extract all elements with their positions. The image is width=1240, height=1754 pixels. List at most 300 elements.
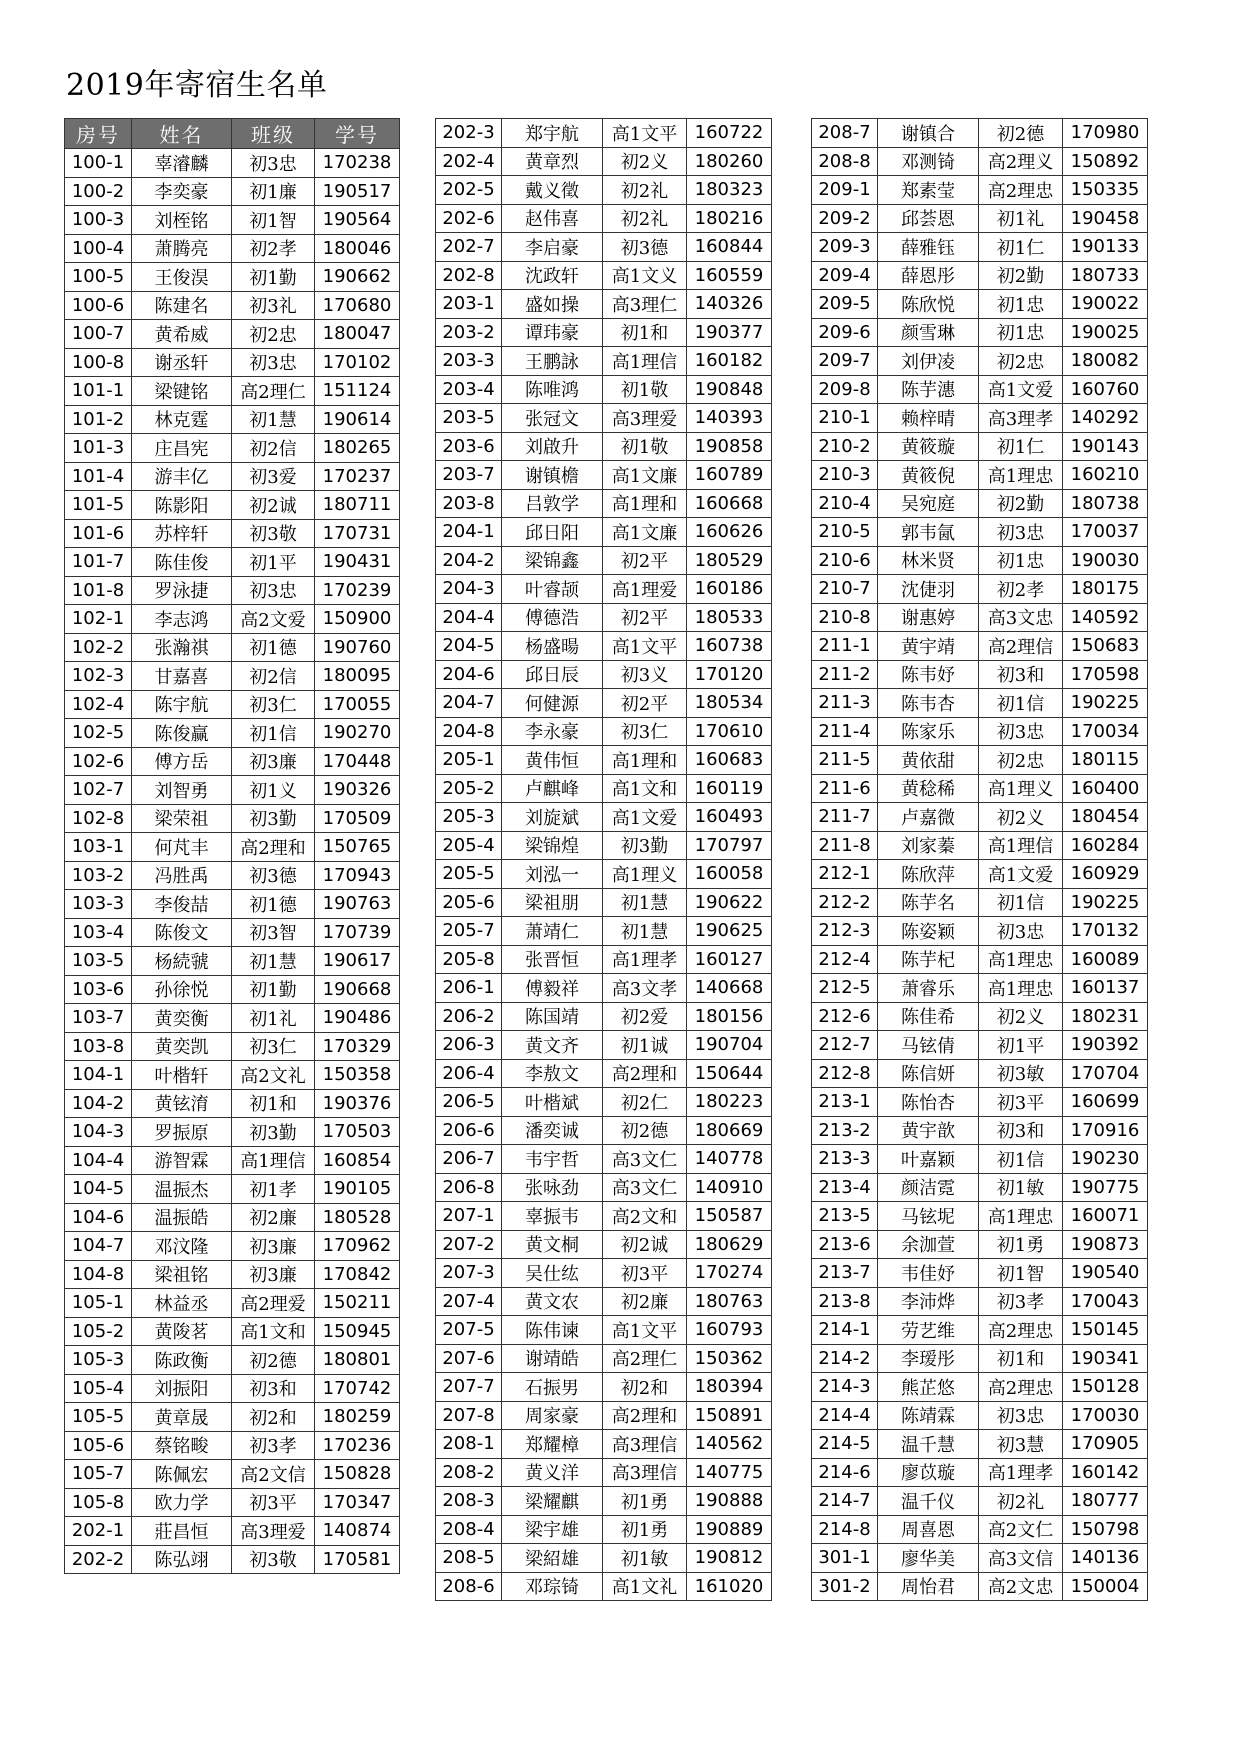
table-row bbox=[65, 1517, 400, 1546]
class-cell: 初1敬 bbox=[603, 375, 687, 404]
class-cell: 初3敏 bbox=[979, 1059, 1063, 1088]
class-cell: 初3孝 bbox=[232, 1431, 315, 1460]
name-cell: 罗泳捷 bbox=[132, 576, 232, 605]
name-cell: 邱日辰 bbox=[502, 660, 603, 689]
room-cell: 208-7 bbox=[812, 119, 878, 148]
name-cell: 陈韦杏 bbox=[878, 689, 979, 718]
class-cell: 高1文义 bbox=[603, 261, 687, 290]
name-cell: 温振皓 bbox=[132, 1203, 232, 1232]
table-row bbox=[65, 1089, 400, 1118]
student-id-cell: 180265 bbox=[315, 434, 400, 463]
student-id-cell: 190812 bbox=[687, 1544, 772, 1573]
class-cell: 高3文信 bbox=[979, 1544, 1063, 1573]
room-cell: 204-8 bbox=[436, 717, 502, 746]
class-cell: 高1理爱 bbox=[603, 575, 687, 604]
room-cell: 214-2 bbox=[812, 1344, 878, 1373]
room-cell: 208-2 bbox=[436, 1458, 502, 1487]
name-cell: 何健源 bbox=[502, 689, 603, 718]
roster-table-left bbox=[64, 118, 400, 1574]
room-cell: 102-7 bbox=[65, 776, 132, 805]
table-row bbox=[812, 1373, 1148, 1402]
table-row bbox=[65, 519, 400, 548]
table-row bbox=[812, 1230, 1148, 1259]
room-cell: 207-5 bbox=[436, 1316, 502, 1345]
room-cell: 102-3 bbox=[65, 662, 132, 691]
room-cell: 211-2 bbox=[812, 660, 878, 689]
class-cell: 初1平 bbox=[232, 548, 315, 577]
room-cell: 209-3 bbox=[812, 233, 878, 262]
table-row bbox=[812, 318, 1148, 347]
class-cell: 高1理忠 bbox=[979, 945, 1063, 974]
room-cell: 207-3 bbox=[436, 1259, 502, 1288]
table-row bbox=[65, 434, 400, 463]
student-id-cell: 160626 bbox=[687, 518, 772, 547]
room-cell: 207-4 bbox=[436, 1287, 502, 1316]
name-cell: 黄筱倪 bbox=[878, 461, 979, 490]
student-id-cell: 160793 bbox=[687, 1316, 772, 1345]
table-row bbox=[812, 1430, 1148, 1459]
room-cell: 210-3 bbox=[812, 461, 878, 490]
class-cell: 初3智 bbox=[232, 918, 315, 947]
class-cell: 高2文礼 bbox=[232, 1061, 315, 1090]
table-row bbox=[812, 489, 1148, 518]
class-cell: 高1文平 bbox=[603, 1316, 687, 1345]
student-id-cell: 150335 bbox=[1063, 176, 1148, 205]
table-row bbox=[812, 717, 1148, 746]
room-cell: 208-3 bbox=[436, 1487, 502, 1516]
student-id-cell: 190858 bbox=[687, 432, 772, 461]
class-cell: 初2廉 bbox=[603, 1287, 687, 1316]
room-cell: 100-7 bbox=[65, 320, 132, 349]
student-id-cell: 190614 bbox=[315, 405, 400, 434]
name-cell: 叶嘉颖 bbox=[878, 1145, 979, 1174]
table-row bbox=[65, 1146, 400, 1175]
class-cell: 初2孝 bbox=[232, 234, 315, 263]
room-cell: 204-4 bbox=[436, 603, 502, 632]
student-id-cell: 140668 bbox=[687, 974, 772, 1003]
class-cell: 高1理和 bbox=[603, 746, 687, 775]
table-row bbox=[65, 947, 400, 976]
roster-table-right bbox=[811, 118, 1148, 1601]
room-cell: 101-5 bbox=[65, 491, 132, 520]
table-row bbox=[812, 1173, 1148, 1202]
class-cell: 高3理信 bbox=[603, 1458, 687, 1487]
name-cell: 辜振韦 bbox=[502, 1202, 603, 1231]
name-cell: 黄宇靖 bbox=[878, 632, 979, 661]
name-cell: 吕敦学 bbox=[502, 489, 603, 518]
table-row bbox=[436, 1458, 772, 1487]
room-cell: 211-8 bbox=[812, 831, 878, 860]
name-cell: 吴仕纮 bbox=[502, 1259, 603, 1288]
name-cell: 黄奕凯 bbox=[132, 1032, 232, 1061]
student-id-cell: 180629 bbox=[687, 1230, 772, 1259]
room-cell: 103-7 bbox=[65, 1004, 132, 1033]
name-cell: 李启豪 bbox=[502, 233, 603, 262]
student-id-cell: 170731 bbox=[315, 519, 400, 548]
student-id-cell: 180216 bbox=[687, 204, 772, 233]
room-cell: 212-7 bbox=[812, 1031, 878, 1060]
class-cell: 初3德 bbox=[232, 861, 315, 890]
name-cell: 叶楷轩 bbox=[132, 1061, 232, 1090]
table-row bbox=[436, 1230, 772, 1259]
room-cell: 205-4 bbox=[436, 831, 502, 860]
class-cell: 高2理和 bbox=[603, 1401, 687, 1430]
student-id-cell: 190848 bbox=[687, 375, 772, 404]
name-cell: 温千慧 bbox=[878, 1430, 979, 1459]
table-row bbox=[65, 1260, 400, 1289]
table-row bbox=[65, 975, 400, 1004]
table-row bbox=[812, 917, 1148, 946]
class-cell: 高2文仁 bbox=[979, 1515, 1063, 1544]
room-cell: 105-1 bbox=[65, 1289, 132, 1318]
room-cell: 102-2 bbox=[65, 633, 132, 662]
class-cell: 高2理忠 bbox=[979, 176, 1063, 205]
class-cell: 高2文信 bbox=[232, 1460, 315, 1489]
student-id-cell: 190873 bbox=[1063, 1230, 1148, 1259]
table-row bbox=[65, 1403, 400, 1432]
room-cell: 204-7 bbox=[436, 689, 502, 718]
name-cell: 萧靖仁 bbox=[502, 917, 603, 946]
table-row bbox=[65, 320, 400, 349]
table-row bbox=[812, 831, 1148, 860]
student-id-cell: 180534 bbox=[687, 689, 772, 718]
class-cell: 初1敏 bbox=[603, 1544, 687, 1573]
room-cell: 207-2 bbox=[436, 1230, 502, 1259]
table-row bbox=[812, 1316, 1148, 1345]
room-cell: 214-5 bbox=[812, 1430, 878, 1459]
student-id-cell: 190270 bbox=[315, 719, 400, 748]
room-cell: 213-7 bbox=[812, 1259, 878, 1288]
name-cell: 陈佩宏 bbox=[132, 1460, 232, 1489]
student-id-cell: 150358 bbox=[315, 1061, 400, 1090]
name-cell: 邱荟恩 bbox=[878, 204, 979, 233]
table-row bbox=[65, 633, 400, 662]
table-row bbox=[812, 404, 1148, 433]
room-cell: 204-2 bbox=[436, 546, 502, 575]
table-row bbox=[436, 461, 772, 490]
class-cell: 初3忠 bbox=[979, 717, 1063, 746]
name-cell: 陈韦妤 bbox=[878, 660, 979, 689]
room-cell: 205-3 bbox=[436, 803, 502, 832]
student-id-cell: 170034 bbox=[1063, 717, 1148, 746]
name-cell: 甘嘉喜 bbox=[132, 662, 232, 691]
class-cell: 初1勤 bbox=[232, 263, 315, 292]
name-cell: 韦佳妤 bbox=[878, 1259, 979, 1288]
table-row bbox=[436, 575, 772, 604]
table-row bbox=[436, 176, 772, 205]
room-cell: 206-6 bbox=[436, 1116, 502, 1145]
table-row bbox=[65, 548, 400, 577]
class-cell: 初2和 bbox=[232, 1403, 315, 1432]
student-id-cell: 170120 bbox=[687, 660, 772, 689]
table-row bbox=[65, 776, 400, 805]
class-cell: 初3勤 bbox=[603, 831, 687, 860]
student-id-cell: 150644 bbox=[687, 1059, 772, 1088]
table-row bbox=[436, 1031, 772, 1060]
class-cell: 初1智 bbox=[232, 206, 315, 235]
name-cell: 陈影阳 bbox=[132, 491, 232, 520]
name-cell: 梁耀麒 bbox=[502, 1487, 603, 1516]
room-cell: 101-3 bbox=[65, 434, 132, 463]
table-row bbox=[65, 1232, 400, 1261]
class-cell: 初2义 bbox=[979, 803, 1063, 832]
name-cell: 叶睿颉 bbox=[502, 575, 603, 604]
student-id-cell: 160493 bbox=[687, 803, 772, 832]
room-cell: 213-6 bbox=[812, 1230, 878, 1259]
student-id-cell: 160284 bbox=[1063, 831, 1148, 860]
class-cell: 初1德 bbox=[232, 633, 315, 662]
class-cell: 初3廉 bbox=[232, 1260, 315, 1289]
room-cell: 210-7 bbox=[812, 575, 878, 604]
table-row bbox=[65, 719, 400, 748]
name-cell: 陈家乐 bbox=[878, 717, 979, 746]
room-cell: 207-6 bbox=[436, 1344, 502, 1373]
class-cell: 初2德 bbox=[979, 119, 1063, 148]
student-id-cell: 160844 bbox=[687, 233, 772, 262]
class-cell: 初1忠 bbox=[979, 290, 1063, 319]
room-cell: 213-4 bbox=[812, 1173, 878, 1202]
table-row bbox=[436, 1002, 772, 1031]
name-cell: 黄陖茗 bbox=[132, 1317, 232, 1346]
room-cell: 212-6 bbox=[812, 1002, 878, 1031]
student-id-cell: 140778 bbox=[687, 1145, 772, 1174]
student-id-cell: 150945 bbox=[315, 1317, 400, 1346]
name-cell: 黄文农 bbox=[502, 1287, 603, 1316]
name-cell: 陈怡杏 bbox=[878, 1088, 979, 1117]
room-cell: 212-5 bbox=[812, 974, 878, 1003]
room-cell: 204-5 bbox=[436, 632, 502, 661]
room-cell: 213-1 bbox=[812, 1088, 878, 1117]
name-cell: 卢麒峰 bbox=[502, 774, 603, 803]
table-row bbox=[65, 1032, 400, 1061]
room-cell: 210-2 bbox=[812, 432, 878, 461]
class-cell: 初3平 bbox=[603, 1259, 687, 1288]
table-row bbox=[812, 945, 1148, 974]
student-id-cell: 160400 bbox=[1063, 774, 1148, 803]
class-cell: 初1勇 bbox=[603, 1515, 687, 1544]
student-id-cell: 160722 bbox=[687, 119, 772, 148]
table-row bbox=[65, 1431, 400, 1460]
name-cell: 李敖文 bbox=[502, 1059, 603, 1088]
room-cell: 206-5 bbox=[436, 1088, 502, 1117]
name-cell: 黄宇歆 bbox=[878, 1116, 979, 1145]
table-row bbox=[65, 1346, 400, 1375]
student-id-cell: 180115 bbox=[1063, 746, 1148, 775]
table-row bbox=[65, 1289, 400, 1318]
room-cell: 214-6 bbox=[812, 1458, 878, 1487]
class-cell: 初3和 bbox=[979, 660, 1063, 689]
class-cell: 高3理仁 bbox=[603, 290, 687, 319]
room-cell: 211-3 bbox=[812, 689, 878, 718]
room-cell: 103-5 bbox=[65, 947, 132, 976]
table-row bbox=[65, 177, 400, 206]
room-cell: 105-2 bbox=[65, 1317, 132, 1346]
name-cell: 陈信妍 bbox=[878, 1059, 979, 1088]
name-cell: 黄章晟 bbox=[132, 1403, 232, 1432]
room-cell: 211-1 bbox=[812, 632, 878, 661]
student-id-cell: 150828 bbox=[315, 1460, 400, 1489]
table-row bbox=[65, 1488, 400, 1517]
table-row bbox=[436, 119, 772, 148]
student-id-cell: 190888 bbox=[687, 1487, 772, 1516]
student-id-cell: 190105 bbox=[315, 1175, 400, 1204]
class-cell: 初3忠 bbox=[979, 917, 1063, 946]
room-cell: 206-3 bbox=[436, 1031, 502, 1060]
name-cell: 邓汶隆 bbox=[132, 1232, 232, 1261]
name-cell: 李俊喆 bbox=[132, 890, 232, 919]
name-cell: 陈芋名 bbox=[878, 888, 979, 917]
table-row bbox=[65, 861, 400, 890]
name-cell: 周家豪 bbox=[502, 1401, 603, 1430]
table-row bbox=[436, 803, 772, 832]
name-cell: 孙徐悦 bbox=[132, 975, 232, 1004]
table-row bbox=[436, 1373, 772, 1402]
name-cell: 郑宇航 bbox=[502, 119, 603, 148]
room-cell: 207-7 bbox=[436, 1373, 502, 1402]
name-cell: 熊芷悠 bbox=[878, 1373, 979, 1402]
student-id-cell: 170943 bbox=[315, 861, 400, 890]
student-id-cell: 190889 bbox=[687, 1515, 772, 1544]
room-cell: 102-1 bbox=[65, 605, 132, 634]
room-cell: 203-4 bbox=[436, 375, 502, 404]
class-cell: 初3和 bbox=[232, 1374, 315, 1403]
name-cell: 谢靖皓 bbox=[502, 1344, 603, 1373]
table-row bbox=[436, 1572, 772, 1601]
student-id-cell: 140592 bbox=[1063, 603, 1148, 632]
class-cell: 初2义 bbox=[603, 147, 687, 176]
room-cell: 102-6 bbox=[65, 747, 132, 776]
room-cell: 204-1 bbox=[436, 518, 502, 547]
class-cell: 高2文忠 bbox=[979, 1572, 1063, 1601]
class-cell: 高1理义 bbox=[979, 774, 1063, 803]
table-row bbox=[812, 746, 1148, 775]
class-cell: 初1敬 bbox=[603, 432, 687, 461]
room-cell: 204-3 bbox=[436, 575, 502, 604]
class-cell: 初3敬 bbox=[232, 1545, 315, 1574]
table-row bbox=[436, 1145, 772, 1174]
name-cell: 傅德浩 bbox=[502, 603, 603, 632]
table-row bbox=[65, 206, 400, 235]
table-row bbox=[65, 1545, 400, 1574]
room-cell: 209-6 bbox=[812, 318, 878, 347]
table-row bbox=[812, 860, 1148, 889]
student-id-cell: 170503 bbox=[315, 1118, 400, 1147]
class-cell: 初3德 bbox=[603, 233, 687, 262]
name-cell: 张咏劲 bbox=[502, 1173, 603, 1202]
name-cell: 蔡铭畯 bbox=[132, 1431, 232, 1460]
class-cell: 初2诚 bbox=[232, 491, 315, 520]
header-class: 班级 bbox=[232, 119, 315, 149]
name-cell: 梁祖铭 bbox=[132, 1260, 232, 1289]
name-cell: 林米贤 bbox=[878, 546, 979, 575]
class-cell: 高1文廉 bbox=[603, 518, 687, 547]
name-cell: 刘家蓁 bbox=[878, 831, 979, 860]
room-cell: 100-5 bbox=[65, 263, 132, 292]
room-cell: 202-4 bbox=[436, 147, 502, 176]
student-id-cell: 150587 bbox=[687, 1202, 772, 1231]
student-id-cell: 140562 bbox=[687, 1430, 772, 1459]
student-id-cell: 170030 bbox=[1063, 1401, 1148, 1430]
room-cell: 205-6 bbox=[436, 888, 502, 917]
room-cell: 210-4 bbox=[812, 489, 878, 518]
table-row bbox=[436, 1401, 772, 1430]
table-row bbox=[65, 291, 400, 320]
class-cell: 初2礼 bbox=[603, 176, 687, 205]
table-row bbox=[812, 1202, 1148, 1231]
class-cell: 高1理忠 bbox=[979, 461, 1063, 490]
room-cell: 207-8 bbox=[436, 1401, 502, 1430]
class-cell: 初1忠 bbox=[979, 546, 1063, 575]
student-id-cell: 170739 bbox=[315, 918, 400, 947]
name-cell: 温振杰 bbox=[132, 1175, 232, 1204]
name-cell: 黄筱璇 bbox=[878, 432, 979, 461]
class-cell: 高2理仁 bbox=[232, 377, 315, 406]
room-cell: 102-4 bbox=[65, 690, 132, 719]
class-cell: 高3文仁 bbox=[603, 1173, 687, 1202]
student-id-cell: 160854 bbox=[315, 1146, 400, 1175]
class-cell: 初3平 bbox=[979, 1088, 1063, 1117]
name-cell: 赖梓晴 bbox=[878, 404, 979, 433]
table-row bbox=[436, 917, 772, 946]
table-row bbox=[65, 890, 400, 919]
student-id-cell: 170448 bbox=[315, 747, 400, 776]
student-id-cell: 190704 bbox=[687, 1031, 772, 1060]
class-cell: 初1慧 bbox=[232, 947, 315, 976]
table-row bbox=[436, 945, 772, 974]
name-cell: 陈国靖 bbox=[502, 1002, 603, 1031]
room-cell: 210-6 bbox=[812, 546, 878, 575]
class-cell: 初1和 bbox=[232, 1089, 315, 1118]
room-cell: 209-2 bbox=[812, 204, 878, 233]
room-cell: 104-8 bbox=[65, 1260, 132, 1289]
name-cell: 周怡君 bbox=[878, 1572, 979, 1601]
name-cell: 李沛烨 bbox=[878, 1287, 979, 1316]
name-cell: 陈芋潓 bbox=[878, 375, 979, 404]
table-row bbox=[812, 1287, 1148, 1316]
name-cell: 王鹏詠 bbox=[502, 347, 603, 376]
room-cell: 203-7 bbox=[436, 461, 502, 490]
name-cell: 马铉坭 bbox=[878, 1202, 979, 1231]
table-row bbox=[812, 689, 1148, 718]
student-id-cell: 190326 bbox=[315, 776, 400, 805]
student-id-cell: 190775 bbox=[1063, 1173, 1148, 1202]
name-cell: 杨盛暘 bbox=[502, 632, 603, 661]
student-id-cell: 150362 bbox=[687, 1344, 772, 1373]
class-cell: 初1智 bbox=[979, 1259, 1063, 1288]
class-cell: 初1信 bbox=[979, 689, 1063, 718]
room-cell: 100-1 bbox=[65, 149, 132, 178]
name-cell: 吴宛庭 bbox=[878, 489, 979, 518]
student-id-cell: 190625 bbox=[687, 917, 772, 946]
student-id-cell: 190458 bbox=[1063, 204, 1148, 233]
table-row bbox=[812, 1088, 1148, 1117]
name-cell: 黄稔稀 bbox=[878, 774, 979, 803]
student-id-cell: 170905 bbox=[1063, 1430, 1148, 1459]
name-cell: 薛雅钰 bbox=[878, 233, 979, 262]
table-row bbox=[812, 290, 1148, 319]
class-cell: 初2平 bbox=[603, 546, 687, 575]
student-id-cell: 140775 bbox=[687, 1458, 772, 1487]
class-cell: 初1信 bbox=[979, 888, 1063, 917]
student-id-cell: 160071 bbox=[1063, 1202, 1148, 1231]
table-row bbox=[436, 1259, 772, 1288]
class-cell: 高2理爱 bbox=[232, 1289, 315, 1318]
table-row bbox=[436, 204, 772, 233]
class-cell: 初2德 bbox=[603, 1116, 687, 1145]
name-cell: 黄希威 bbox=[132, 320, 232, 349]
student-id-cell: 190662 bbox=[315, 263, 400, 292]
room-cell: 206-8 bbox=[436, 1173, 502, 1202]
